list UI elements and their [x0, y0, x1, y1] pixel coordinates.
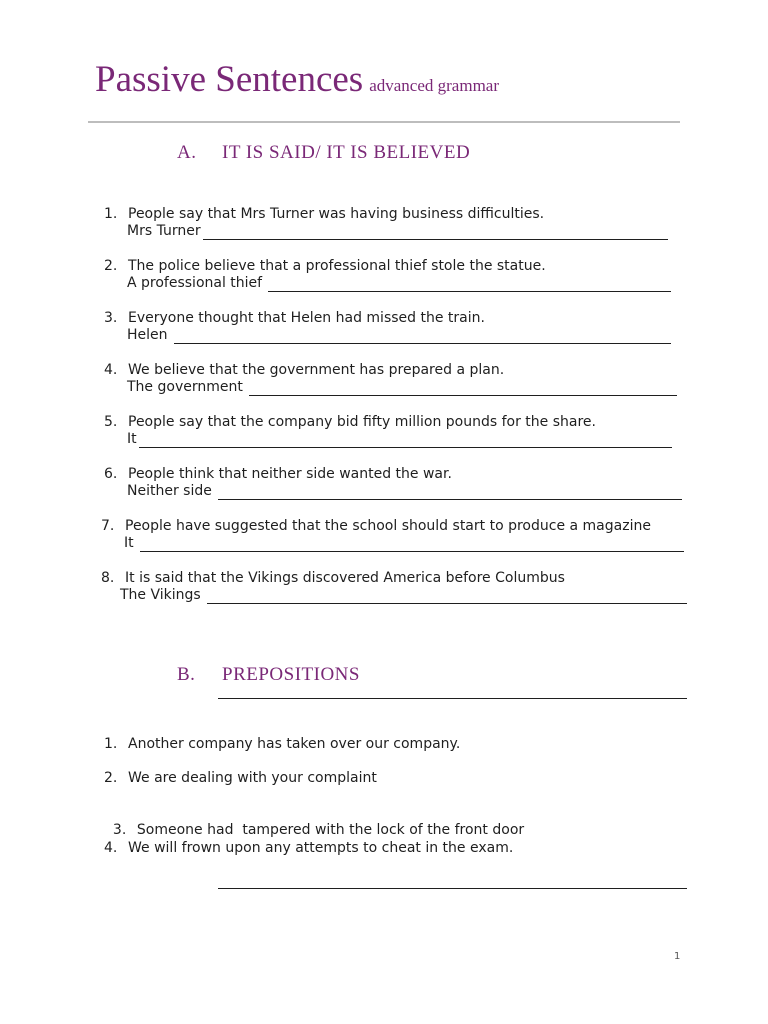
answer-a-8 [120, 587, 687, 604]
item-sentence: We believe that the government has prepared a plan. [128, 362, 505, 378]
answer-blank[interactable] [249, 382, 677, 396]
answer-starter: Helen [127, 327, 168, 343]
exercise-a-item-6 [104, 466, 452, 483]
title-main: Passive Sentences [95, 59, 364, 100]
exercise-b-item-1 [104, 736, 460, 753]
item-number: 4. [104, 840, 118, 856]
answer-a-1 [127, 223, 668, 240]
item-number: 5. [104, 414, 118, 430]
answer-starter: It [124, 535, 134, 551]
section-a-heading [177, 142, 470, 164]
section-b-divider [218, 698, 687, 699]
answer-blank[interactable] [207, 590, 687, 604]
item-number: 3. [104, 310, 118, 326]
item-number: 8. [101, 570, 115, 586]
item-sentence: Another company has taken over our company. [128, 736, 461, 752]
answer-a-7 [124, 535, 684, 552]
item-sentence: Everyone thought that Helen had missed the train. [128, 310, 485, 326]
answer-blank[interactable] [218, 486, 682, 500]
answer-a-6 [127, 483, 682, 500]
answer-blank[interactable] [140, 538, 684, 552]
exercise-a-item-5 [104, 414, 596, 431]
exercise-a-item-8 [101, 570, 565, 587]
exercise-b-item-4 [104, 840, 513, 857]
item-number: 7. [101, 518, 115, 534]
item-sentence: It is said that the Vikings discovered America before Columbus [125, 570, 565, 586]
title-divider [88, 121, 680, 123]
answer-starter: It [127, 431, 137, 447]
item-number: 2. [104, 258, 118, 274]
section-b-heading [177, 664, 360, 686]
exercise-b-item-2 [104, 770, 377, 787]
answer-starter: Neither side [127, 483, 212, 499]
item-number: 6. [104, 466, 118, 482]
answer-starter: The government [127, 379, 243, 395]
answer-starter: A professional thief [127, 275, 263, 291]
exercise-a-item-1 [104, 206, 544, 223]
answer-starter: The Vikings [120, 587, 201, 603]
answer-line[interactable] [218, 888, 687, 889]
item-number: 1. [104, 206, 118, 222]
item-sentence: People think that neither side wanted the war. [128, 466, 452, 482]
item-sentence: The police believe that a professional thief stole the statue. [128, 258, 546, 274]
answer-blank[interactable] [139, 434, 672, 448]
answer-a-2 [127, 275, 671, 292]
page-title [95, 58, 499, 101]
item-number: 2. [104, 770, 118, 786]
exercise-a-item-4 [104, 362, 504, 379]
item-sentence: People have suggested that the school should start to produce a magazine [125, 518, 651, 534]
section-a-letter: A. [177, 142, 197, 163]
item-sentence: People say that Mrs Turner was having business difficulties. [128, 206, 545, 222]
answer-blank[interactable] [174, 330, 671, 344]
page-number: 1 [674, 951, 681, 962]
title-subtitle: advanced grammar [369, 76, 499, 95]
exercise-a-item-2 [104, 258, 546, 275]
answer-starter: Mrs Turner [127, 223, 201, 239]
section-b-letter: B. [177, 664, 196, 685]
item-number: 4. [104, 362, 118, 378]
item-sentence: We will frown upon any attempts to cheat in the exam. [128, 840, 514, 856]
exercise-a-item-7 [101, 518, 651, 535]
answer-a-4 [127, 379, 677, 396]
answer-blank[interactable] [268, 278, 671, 292]
item-number: 3. [112, 822, 127, 838]
section-a-title: IT IS SAID/ IT IS BELIEVED [222, 142, 471, 163]
item-sentence: We are dealing with your complaint [128, 770, 377, 786]
section-b-title: PREPOSITIONS [222, 664, 360, 685]
answer-blank[interactable] [203, 226, 668, 240]
answer-a-3 [127, 327, 671, 344]
item-sentence: People say that the company bid fifty million pounds for the share. [128, 414, 596, 430]
exercise-a-item-3 [104, 310, 485, 327]
item-sentence: Someone had tampered with the lock of the front door [136, 822, 525, 838]
answer-a-5 [127, 431, 672, 448]
exercise-b-item-3 [104, 805, 524, 839]
item-number: 1. [104, 736, 118, 752]
